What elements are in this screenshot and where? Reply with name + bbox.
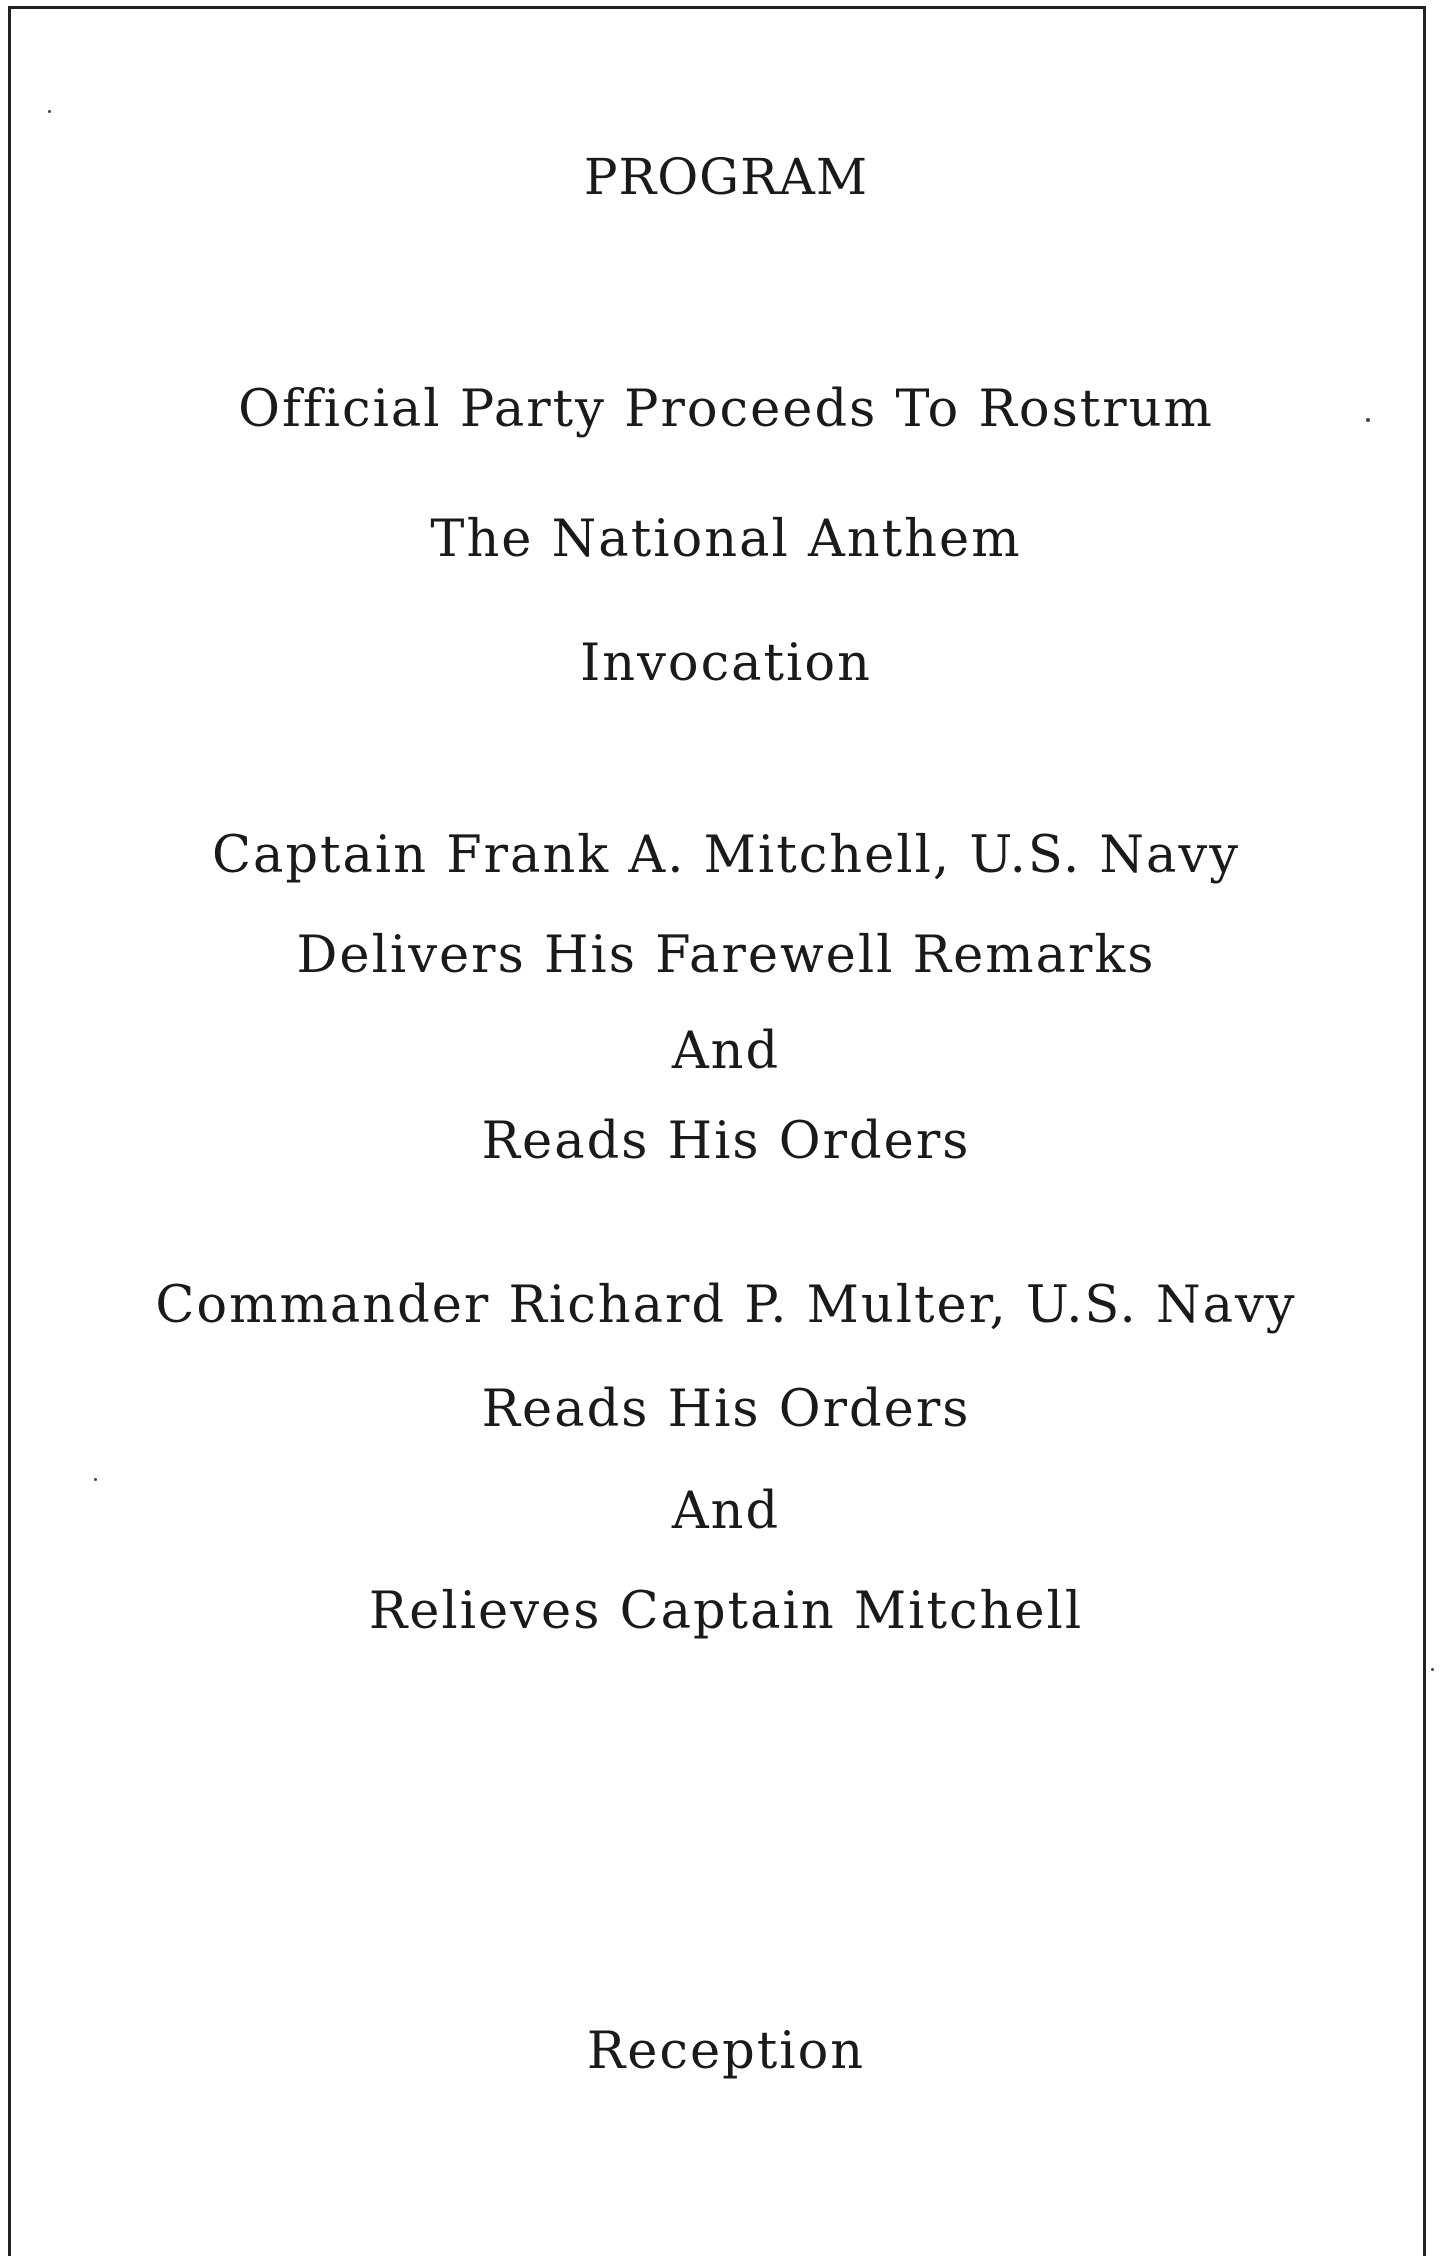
- program-item-captain-name: Captain Frank A. Mitchell, U.S. Navy: [211, 826, 1241, 885]
- program-item-invocation: Invocation: [580, 634, 872, 693]
- program-item-national-anthem: The National Anthem: [430, 510, 1022, 569]
- program-item-official-party: Official Party Proceeds To Rostrum: [238, 380, 1214, 439]
- program-item-and-2: And: [671, 1482, 781, 1541]
- program-item-and-1: And: [671, 1022, 781, 1081]
- program-title: PROGRAM: [583, 148, 869, 206]
- program-item-reads-orders-2: Reads His Orders: [481, 1380, 971, 1439]
- program-item-commander-name: Commander Richard P. Multer, U.S. Navy: [155, 1276, 1297, 1335]
- program-item-relieves: Relieves Captain Mitchell: [368, 1582, 1084, 1641]
- program-item-reception: Reception: [586, 2022, 866, 2081]
- program-item-reads-orders-1: Reads His Orders: [481, 1112, 971, 1171]
- paper-speck: [1431, 1668, 1434, 1671]
- paper-speck: [48, 110, 51, 113]
- program-item-farewell-remarks: Delivers His Farewell Remarks: [296, 926, 1156, 985]
- paper-speck: [94, 1478, 97, 1481]
